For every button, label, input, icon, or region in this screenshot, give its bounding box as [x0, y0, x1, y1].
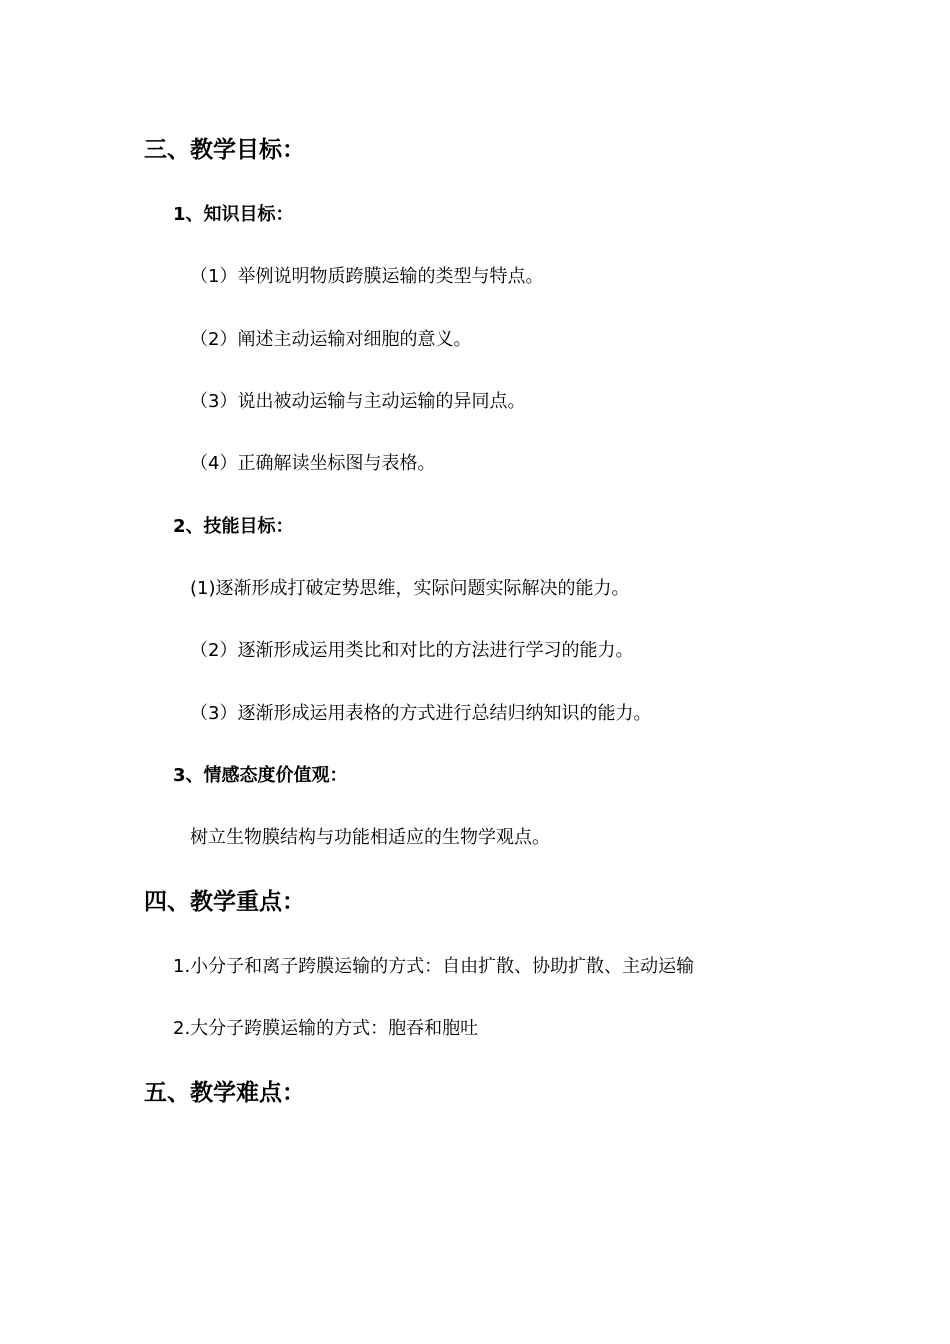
section-heading-key-points: 四、教学重点：: [144, 889, 305, 915]
list-item: (1)逐渐形成打破定势思维，实际问题实际解决的能力。: [190, 578, 630, 599]
section-heading-difficulties: 五、教学难点：: [144, 1080, 305, 1106]
list-item: 树立生物膜结构与功能相适应的生物学观点。: [190, 827, 550, 848]
subsection-heading-skills: 2、技能目标：: [173, 516, 294, 537]
list-item: 1.小分子和离子跨膜运输的方式：自由扩散、协助扩散、主动运输: [173, 956, 695, 977]
subsection-heading-attitudes: 3、情感态度价值观：: [173, 765, 348, 786]
section-heading-teaching-objectives: 三、教学目标：: [144, 137, 305, 163]
subsection-heading-knowledge: 1、知识目标：: [173, 204, 294, 225]
list-item: （3）逐渐形成运用表格的方式进行总结归纳知识的能力。: [190, 703, 652, 724]
list-item: （3）说出被动运输与主动运输的异同点。: [190, 391, 526, 412]
list-item: （1）举例说明物质跨膜运输的类型与特点。: [190, 266, 544, 287]
list-item: （2）阐述主动运输对细胞的意义。: [190, 329, 472, 350]
list-item: 2.大分子跨膜运输的方式：胞吞和胞吐: [173, 1018, 479, 1039]
list-item: （4）正确解读坐标图与表格。: [190, 453, 436, 474]
list-item: （2）逐渐形成运用类比和对比的方法进行学习的能力。: [190, 640, 634, 661]
